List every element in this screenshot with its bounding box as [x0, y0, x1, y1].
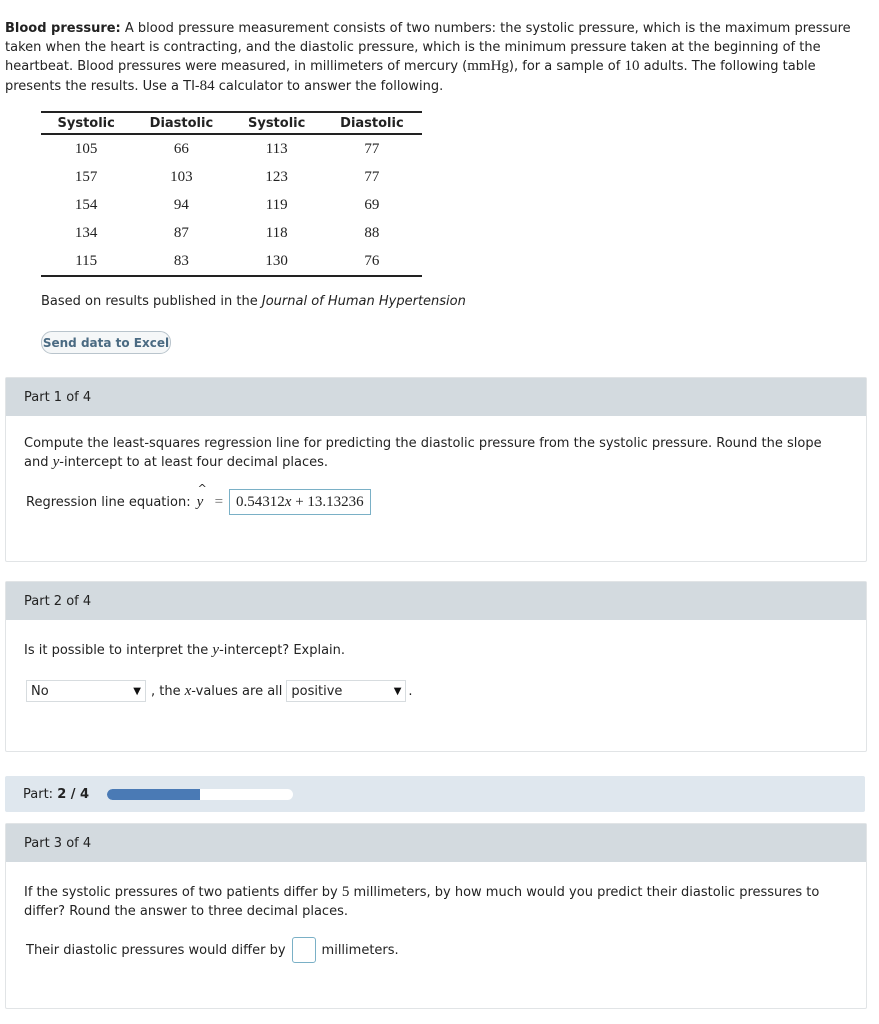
intro-text-2: ), for a sample of — [508, 59, 625, 74]
intro-text-1: A blood pressure measurement consists of two numbers: the systolic pressure, which is the maximum pressure taken when the heart is contracting, and the diastolic pressure, which is the minimum pressure taken at the beginning of the heartbeat. Blood pressures were measured, in millimeters of mercury ( — [5, 21, 851, 74]
y-hat-var: y — [196, 493, 204, 510]
part-2-panel — [5, 581, 867, 752]
regression-label: Regression line equation: — [26, 494, 191, 510]
part-3-question-b: millimeters, by how much would you predict their diastolic pressures to differ? Round the answer to three decimal places. — [24, 885, 820, 919]
table-row — [41, 219, 422, 247]
col-header: Systolic — [41, 112, 131, 134]
part-3-answer-prefix: Their diastolic pressures would differ by — [26, 942, 286, 958]
interpret-select[interactable] — [26, 680, 146, 702]
sample-size: 10 — [624, 58, 640, 74]
part-3-panel — [5, 823, 867, 1009]
part-2-question-var: y — [212, 642, 220, 658]
part-2-period: . — [408, 683, 413, 699]
unit-mmhg: mmHg — [467, 58, 509, 74]
table-cell: 123 — [265, 168, 288, 185]
y-hat-symbol — [196, 481, 209, 511]
part-3-body — [6, 883, 866, 963]
send-to-excel-button[interactable]: Send data to Excel — [41, 331, 171, 354]
part-2-question-a: Is it possible to interpret the — [24, 643, 213, 658]
table-cell: 77 — [364, 140, 380, 157]
table-cell: 76 — [322, 247, 422, 276]
part-2-question-b: -intercept? Explain. — [219, 643, 346, 658]
problem-intro — [5, 20, 865, 96]
part-3-header: Part 3 of 4 — [6, 824, 866, 862]
regression-answer-line — [26, 481, 848, 515]
table-cell: 118 — [265, 224, 288, 241]
intro-text-4: calculator to answer the following. — [214, 78, 444, 94]
answer-x: x — [284, 493, 292, 510]
table-cell: 94 — [173, 196, 189, 213]
table-cell: 77 — [364, 168, 380, 185]
chevron-down-icon: ▼ — [393, 685, 402, 697]
table-row — [41, 163, 422, 191]
part-progress — [5, 776, 865, 812]
equals-sign: = — [214, 493, 224, 510]
source-journal: Journal of Human Hypertension — [261, 294, 466, 309]
part-1-question — [24, 434, 848, 472]
intro-text-3: adults. The following table presents the results. Use a TI- — [5, 59, 816, 94]
xvalues-select-value: positive — [291, 683, 343, 699]
part-1-question-var: y — [52, 454, 60, 470]
source-prefix: Based on results published in the — [41, 294, 262, 309]
table-cell: 157 — [74, 168, 98, 185]
part-2-text-b: -values are all — [191, 683, 283, 699]
xvalues-select[interactable] — [286, 680, 406, 702]
table-header-row — [41, 112, 422, 134]
answer-slope: 0.54312 — [236, 493, 285, 510]
diastolic-difference-input[interactable] — [292, 937, 316, 963]
progress-prefix: Part: — [23, 786, 58, 802]
table-cell: 88 — [364, 224, 380, 241]
part-2-question — [24, 641, 848, 660]
col-header: Diastolic — [322, 112, 422, 134]
part-3-question-num: 5 — [341, 884, 350, 900]
blood-pressure-table — [41, 111, 422, 277]
progress-bar — [107, 789, 293, 800]
table-cell: 103 — [170, 168, 193, 185]
part-1-panel — [5, 377, 867, 562]
table-cell: 87 — [173, 224, 189, 241]
table-cell: 105 — [74, 140, 98, 157]
progress-value: 2 / 4 — [57, 786, 90, 802]
table-cell: 66 — [173, 140, 189, 157]
ti-number: 84 — [199, 77, 215, 94]
part-1-question-b: -intercept to at least four decimal places. — [59, 455, 329, 470]
part-1-question-a: Compute the least-squares regression line for predicting the diastolic pressure from the systolic pressure. Round the slope and — [24, 436, 822, 470]
table-cell: 115 — [41, 247, 131, 276]
part-2-answer-line — [26, 680, 848, 702]
chevron-down-icon: ▼ — [133, 685, 141, 697]
part-2-body — [6, 641, 866, 702]
progress-label — [23, 787, 89, 802]
hat-icon: ^ — [197, 481, 207, 495]
table-cell: 83 — [131, 247, 231, 276]
part-2-header: Part 2 of 4 — [6, 582, 866, 620]
col-header: Diastolic — [131, 112, 231, 134]
part-2-text-a: , the — [151, 683, 181, 699]
part-3-answer-suffix: millimeters. — [321, 942, 399, 958]
progress-fill — [107, 789, 200, 800]
problem-title: Blood pressure: — [5, 21, 121, 36]
table-cell: 113 — [265, 140, 288, 157]
table-cell: 119 — [265, 196, 288, 213]
interpret-select-value: No — [31, 683, 49, 699]
table-cell: 134 — [74, 224, 98, 241]
part-3-answer-line — [26, 937, 848, 963]
answer-intercept: + 13.13236 — [291, 493, 364, 510]
table-row — [41, 247, 422, 276]
regression-answer-input[interactable] — [229, 489, 371, 515]
table-row — [41, 134, 422, 163]
part-3-question — [24, 883, 848, 921]
part-2-text-var: x — [184, 682, 192, 699]
col-header: Systolic — [231, 112, 321, 134]
part-1-header: Part 1 of 4 — [6, 378, 866, 416]
table-cell: 69 — [364, 196, 380, 213]
table-row — [41, 191, 422, 219]
part-1-body — [6, 434, 866, 515]
table-cell: 154 — [74, 196, 98, 213]
data-source — [41, 294, 466, 309]
table-cell: 130 — [231, 247, 321, 276]
part-3-question-a: If the systolic pressures of two patients differ by — [24, 885, 342, 900]
